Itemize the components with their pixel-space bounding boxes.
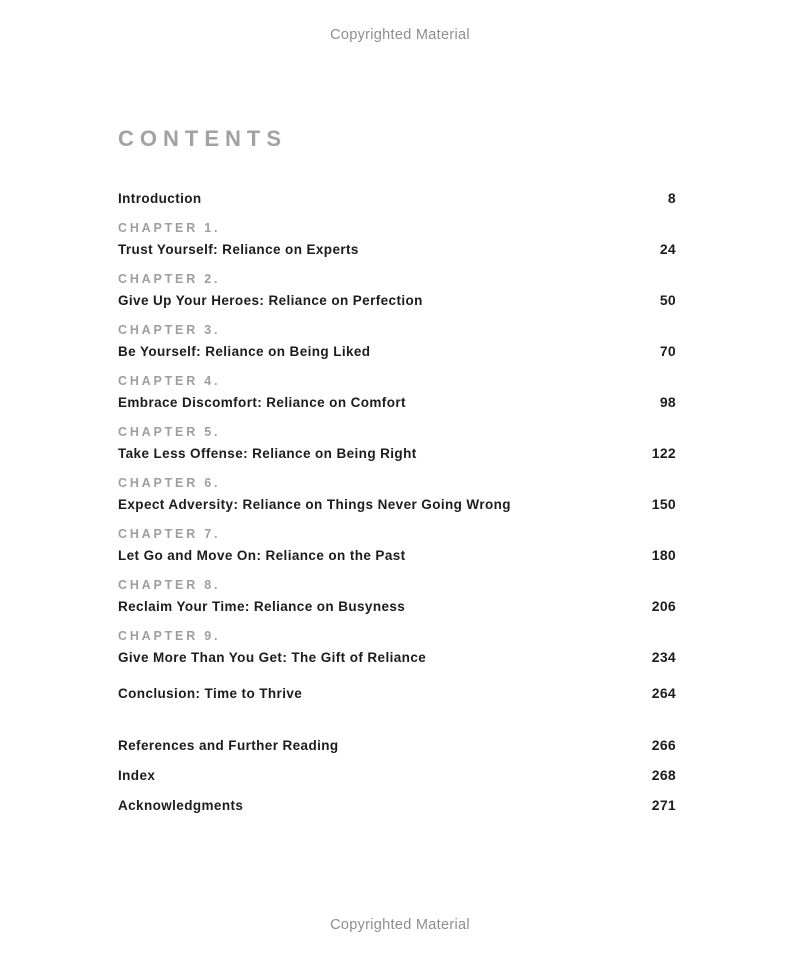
toc-entry-chapter-1: [118, 218, 676, 260]
toc-entry-introduction: [118, 188, 676, 209]
page-number: 50: [659, 292, 676, 308]
copyright-notice-top: Copyrighted Material: [330, 27, 470, 43]
toc-entry-chapter-6: [118, 473, 676, 515]
chapter-label: CHAPTER 7.: [118, 527, 221, 541]
toc-entry-chapter-5: [118, 422, 676, 464]
entry-title: Be Yourself: Reliance on Being Liked: [118, 344, 371, 359]
entry-title: Expect Adversity: Reliance on Things Never Going Wrong: [118, 497, 511, 512]
entry-title: Index: [118, 768, 156, 783]
chapter-label: CHAPTER 3.: [118, 323, 221, 337]
page-number: 266: [651, 737, 676, 753]
page-number: 206: [651, 598, 676, 614]
toc-entry-acknowledgments: [118, 795, 676, 816]
entry-title: Trust Yourself: Reliance on Experts: [118, 242, 359, 257]
entry-title: Conclusion: Time to Thrive: [118, 686, 303, 701]
page-number: 150: [651, 496, 676, 512]
entry-title: Introduction: [118, 191, 202, 206]
chapter-label: CHAPTER 6.: [118, 476, 221, 490]
page-number: 268: [651, 767, 676, 783]
toc-entry-chapter-3: [118, 320, 676, 362]
toc-entry-references: [118, 735, 676, 756]
entry-title: Acknowledgments: [118, 798, 244, 813]
chapter-label: CHAPTER 9.: [118, 629, 221, 643]
page-number: 180: [651, 547, 676, 563]
toc-entry-index: [118, 765, 676, 786]
page-number: 264: [651, 685, 676, 701]
entry-title: Reclaim Your Time: Reliance on Busyness: [118, 599, 406, 614]
toc-entry-conclusion: [118, 683, 676, 704]
toc-entry-chapter-4: [118, 371, 676, 413]
toc-entry-chapter-8: [118, 575, 676, 617]
entry-title: Let Go and Move On: Reliance on the Past: [118, 548, 406, 563]
page-number: 234: [651, 649, 676, 665]
chapter-label: CHAPTER 4.: [118, 374, 221, 388]
entry-title: Give Up Your Heroes: Reliance on Perfection: [118, 293, 423, 308]
entry-title: Give More Than You Get: The Gift of Reliance: [118, 650, 427, 665]
entry-title: Embrace Discomfort: Reliance on Comfort: [118, 395, 406, 410]
chapter-label: CHAPTER 8.: [118, 578, 221, 592]
chapter-label: CHAPTER 2.: [118, 272, 221, 286]
chapter-label: CHAPTER 5.: [118, 425, 221, 439]
toc-entry-chapter-2: [118, 269, 676, 311]
chapter-label: CHAPTER 1.: [118, 221, 221, 235]
page-number: 271: [651, 797, 676, 813]
page-number: 98: [659, 394, 676, 410]
copyright-notice-bottom: Copyrighted Material: [330, 917, 470, 933]
toc-title: CONTENTS: [118, 126, 287, 151]
toc-entry-chapter-7: [118, 524, 676, 566]
toc-entry-chapter-9: [118, 626, 676, 668]
entry-title: Take Less Offense: Reliance on Being Right: [118, 446, 417, 461]
entry-title: References and Further Reading: [118, 738, 339, 753]
page-number: 24: [659, 241, 676, 257]
page-number: 122: [651, 445, 676, 461]
toc-page: [118, 127, 676, 825]
page-number: 8: [667, 190, 676, 206]
page-number: 70: [659, 343, 676, 359]
